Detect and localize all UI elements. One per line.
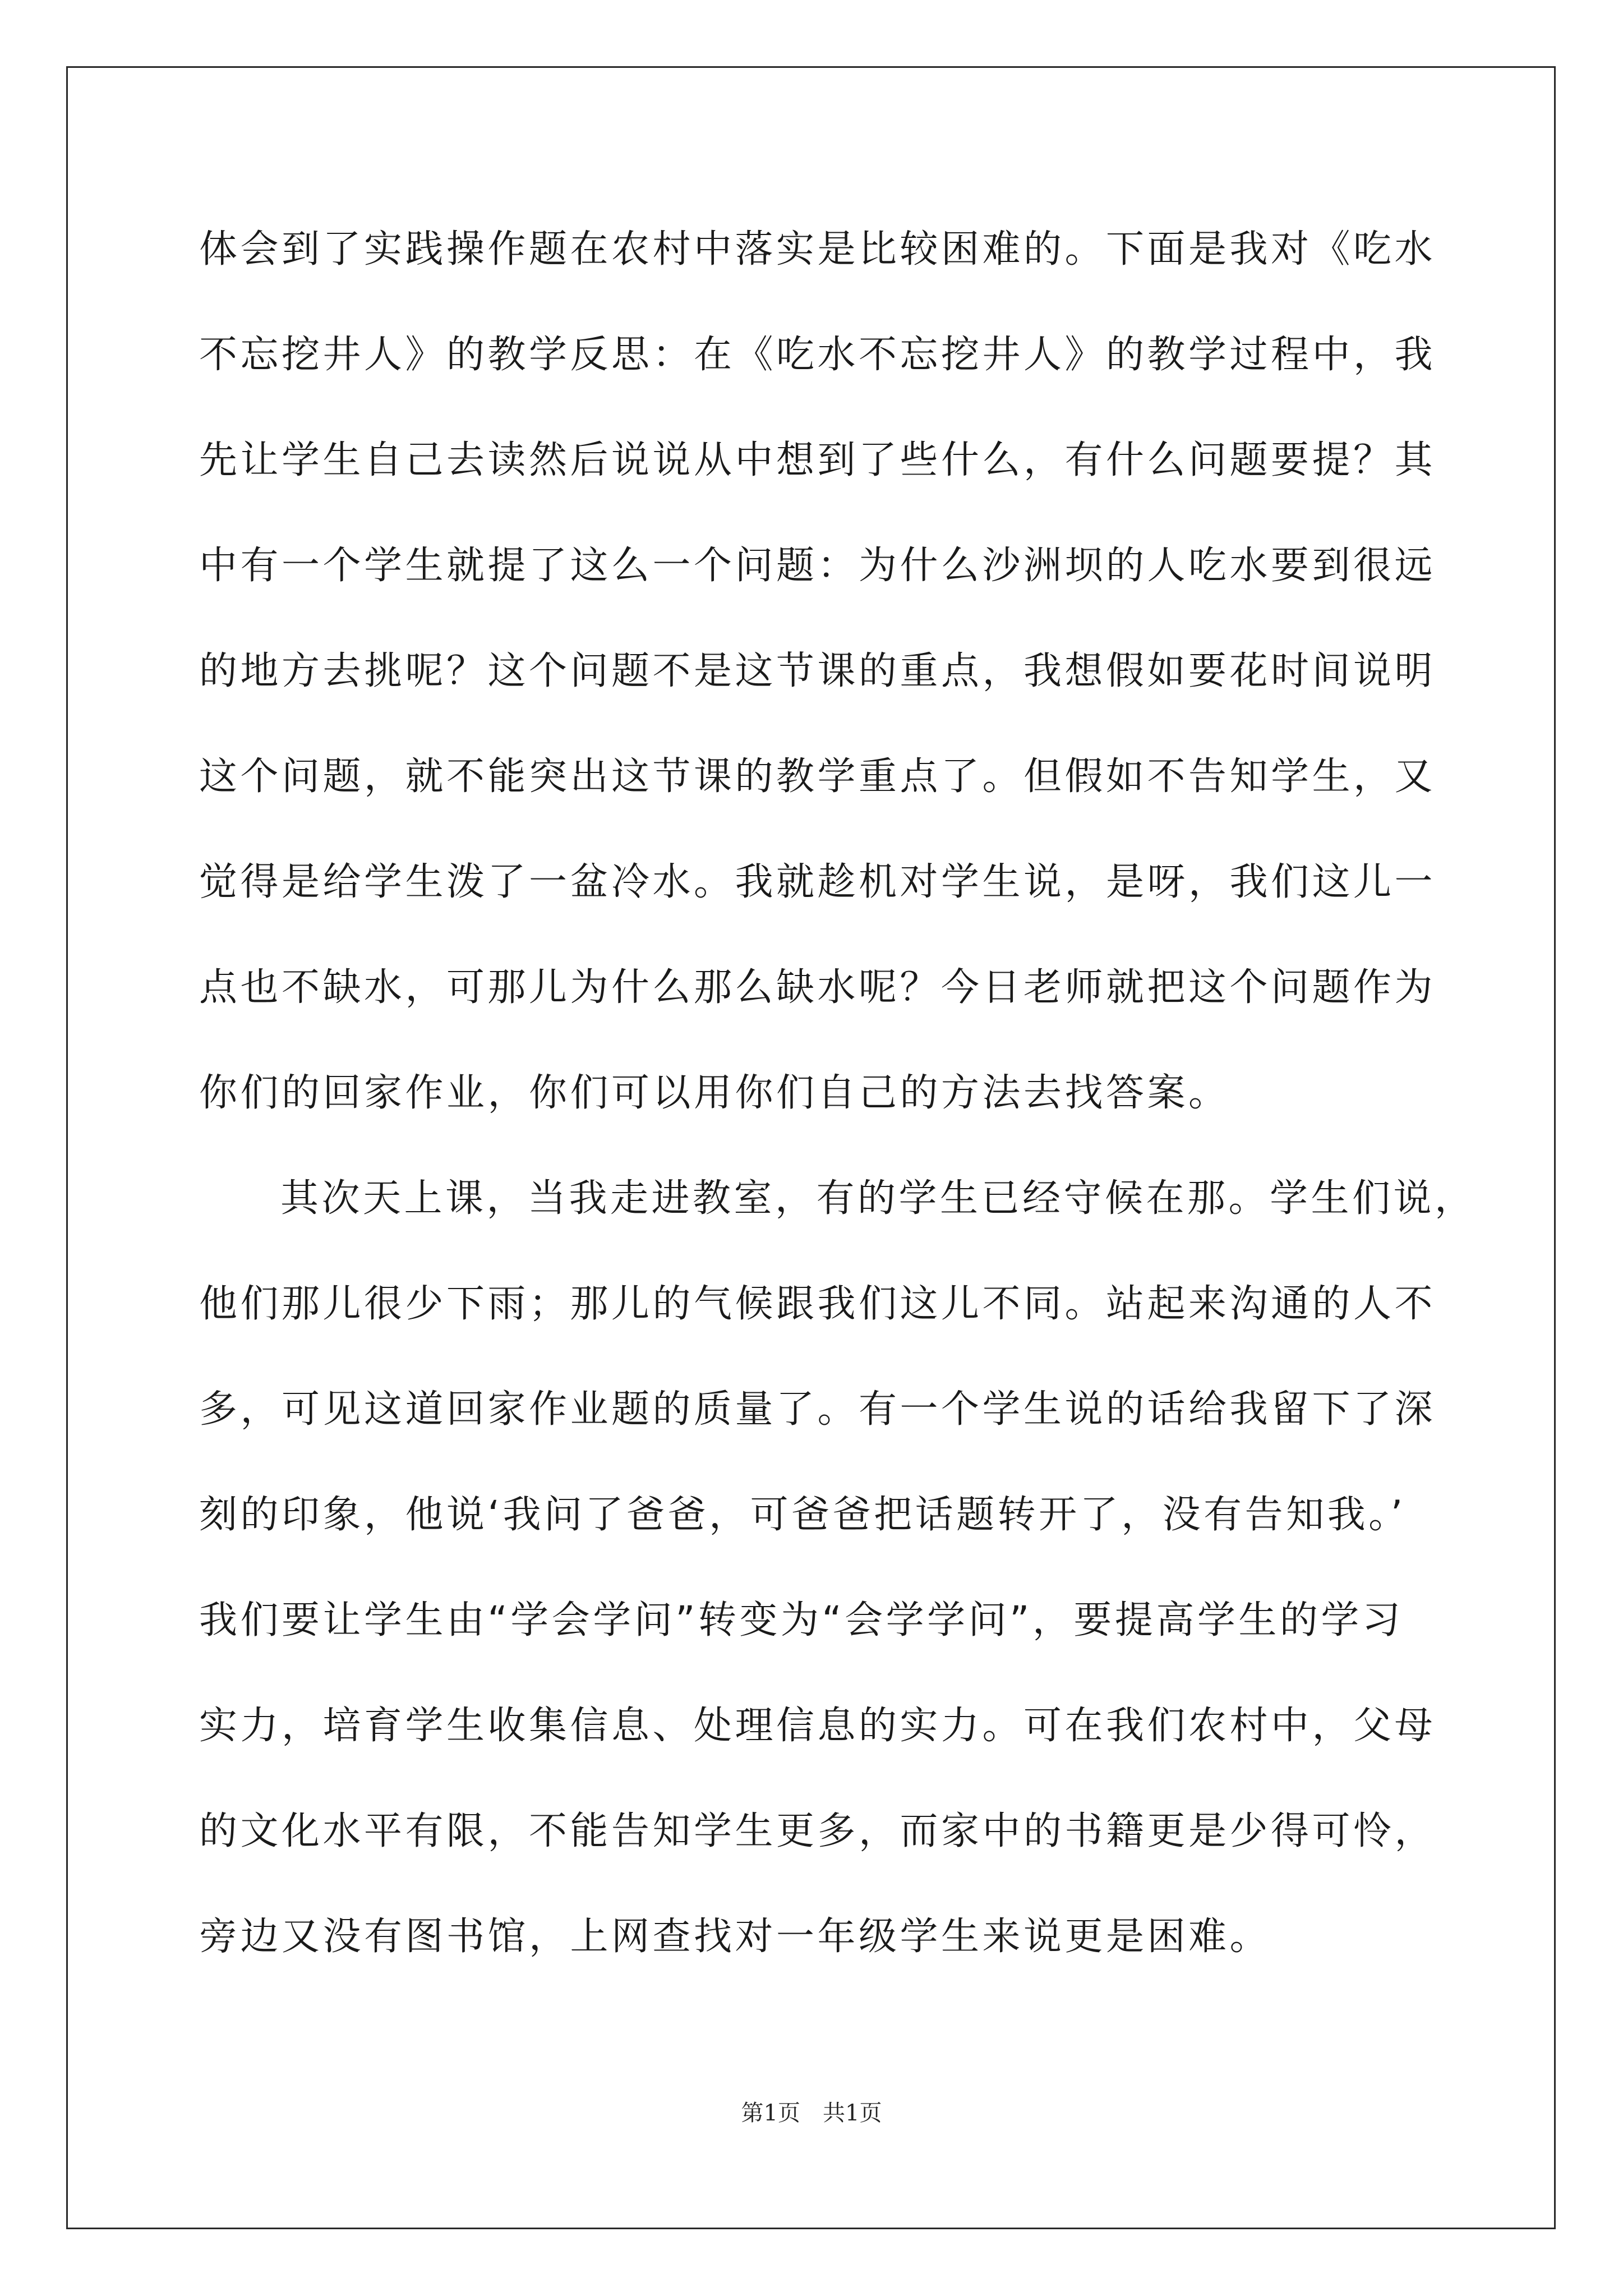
text-line: 刻的印象，他说‘我问了爸爸，可爸爸把话题转开了，没有告知我。’ <box>199 1493 1406 1537</box>
text-line: 的地方去挑呢？这个问题不是这节课的重点，我想假如要花时间说明 <box>199 649 1436 693</box>
text-line: 的文化水平有限，不能告知学生更多，而家中的书籍更是少得可怜， <box>199 1809 1436 1853</box>
document-body <box>199 216 1476 2009</box>
page-total: 共1页 <box>823 2100 882 2126</box>
page-number: 第1页 <box>741 2100 800 2126</box>
text-line: 先让学生自己去读然后说说从中想到了些什么，有什么问题要提？其 <box>199 438 1436 482</box>
text-line: 体会到了实践操作题在农村中落实是比较困难的。下面是我对《吃水 <box>199 227 1436 272</box>
text-line: 你们的回家作业，你们可以用你们自己的方法去找答案。 <box>199 1071 1230 1115</box>
text-line: 中有一个学生就提了这么一个问题：为什么沙洲坝的人吃水要到很远 <box>199 544 1436 588</box>
text-line: 实力，培育学生收集信息、处理信息的实力。可在我们农村中，父母 <box>199 1704 1436 1748</box>
text-line: 旁边又没有图书馆，上网查找对一年级学生来说更是困难。 <box>199 1915 1271 1959</box>
text-line: 多，可见这道回家作业题的质量了。有一个学生说的话给我留下了深 <box>199 1387 1436 1432</box>
page-footer <box>0 2095 1623 2127</box>
text-line: 这个问题，就不能突出这节课的教学重点了。但假如不告知学生，又 <box>199 754 1436 799</box>
text-line: 点也不缺水，可那儿为什么那么缺水呢？今日老师就把这个问题作为 <box>199 965 1436 1010</box>
text-line: 觉得是给学生泼了一盆冷水。我就趁机对学生说，是呀，我们这儿一 <box>199 860 1436 904</box>
text-line: 我们要让学生由“学会学问”转变为“会学学问”，要提高学生的学习 <box>199 1598 1404 1642</box>
text-line: 不忘挖井人》的教学反思：在《吃水不忘挖井人》的教学过程中，我 <box>199 333 1436 377</box>
text-line: 他们那儿很少下雨；那儿的气候跟我们这儿不同。站起来沟通的人不 <box>199 1282 1436 1326</box>
paragraph-first-line: 其次天上课，当我走进教室，有的学生已经守候在那。学生们说， <box>280 1176 1476 1221</box>
